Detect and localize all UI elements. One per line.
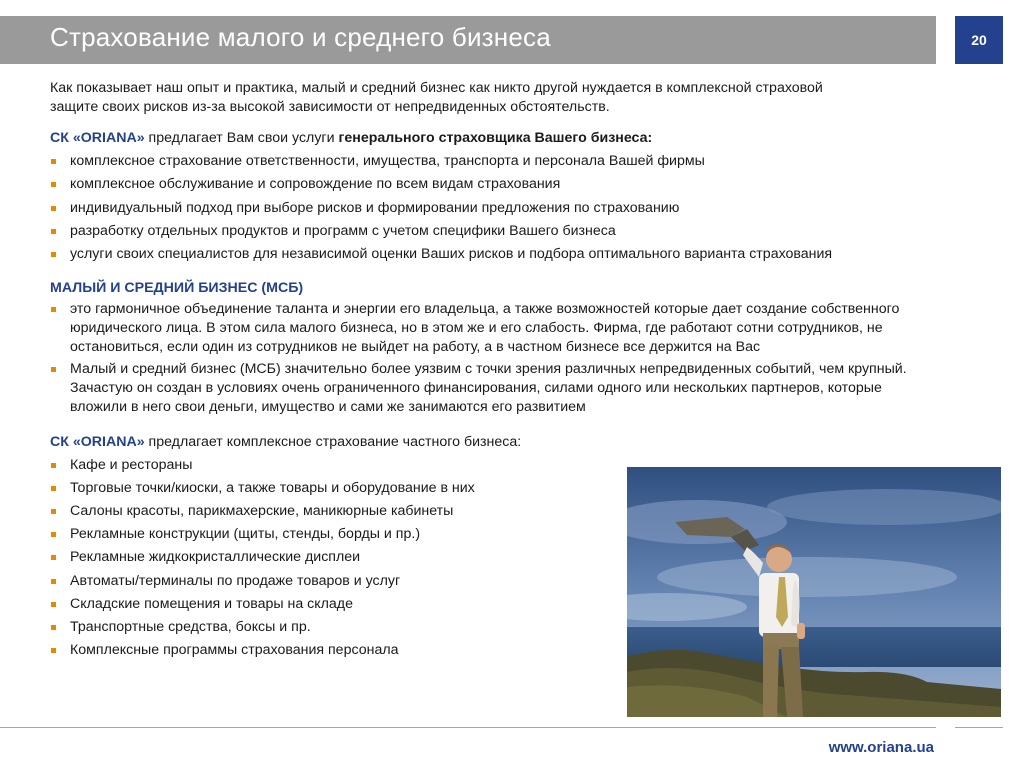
list-item: Рекламные жидкокристаллические дисплеи (50, 548, 930, 567)
list-item: Транспортные средства, боксы и пр. (50, 618, 930, 637)
footer-divider (0, 727, 936, 728)
list-item: разработку отдельных продуктов и программ с учетом специфики Вашего бизнеса (50, 222, 930, 241)
offer-brand: СК «ORIANA» (50, 130, 145, 146)
page-title: Страхование малого и среднего бизнеса (50, 22, 551, 52)
private-text: предлагает комплексное страхование частного бизнеса: (144, 433, 522, 450)
header-bar (0, 16, 936, 64)
list-item: Комплексные программы страхования персонала (50, 641, 930, 660)
list-item: Салоны красоты, парикмахерские, маникюрные кабинеты (50, 502, 930, 521)
private-brand: СК «ORIANA» (50, 433, 145, 450)
msb-heading: МАЛЫЙ И СРЕДНИЙ БИЗНЕС (МСБ) (50, 279, 304, 296)
intro-paragraph: Как показывает наш опыт и практика, малый и средний бизнес как никто другой нуждается в комплексной страховой защите своих рисков из-за высокой зависимости от непредвиденных обстоятельств. (50, 80, 823, 115)
private-lead (50, 433, 930, 452)
offer-text: предлагает Вам свои услуги (144, 130, 339, 146)
list-item: Кафе и рестораны (50, 456, 930, 475)
footer-website-link[interactable]: www.oriana.ua (828, 739, 934, 756)
offer-bold: генерального страховщика Вашего бизнеса: (338, 130, 653, 146)
list-item: комплексное страхование ответственности, имущества, транспорта и персонала Вашей фирмы (50, 152, 930, 171)
list-item: Малый и средний бизнес (МСБ) значительно более уязвим с точки зрения различных непредвиденных событий, чем крупный. Зачастую он создан в условиях очень ограниченного финансирования, силами одного или нескольких партнеров, которые вложили в него свои деньги, имущество и сами же занимаются его развитием (50, 360, 910, 417)
msb-list (50, 300, 920, 417)
list-item: Рекламные конструкции (щиты, стенды, борды и пр.) (50, 525, 930, 544)
list-item: Складские помещения и товары на складе (50, 595, 930, 614)
footer-divider-right (955, 727, 1003, 728)
offer-list (50, 152, 930, 264)
list-item: комплексное обслуживание и сопровождение по всем видам страхования (50, 175, 930, 194)
offer-lead (50, 129, 930, 148)
page-number-badge: 20 (955, 16, 1003, 64)
list-item: это гармоничное объединение таланта и энергии его владельца, а также возможностей которые дает создание собственного юридического лица. В этом сила малого бизнеса, но в этом же и его слабость. Фирма, где работают сотни сотрудников, не остановиться, если один из сотрудников не выйдет на работу, а в частном бизнесе все держится на Вас (50, 300, 910, 357)
list-item: Торговые точки/киоски, а также товары и оборудование в них (50, 479, 930, 498)
list-item: Автоматы/терминалы по продаже товаров и услуг (50, 572, 930, 591)
list-item: услуги своих специалистов для независимой оценки Ваших рисков и подбора оптимального варианта страхования (50, 245, 930, 264)
list-item: индивидуальный подход при выборе рисков и формировании предложения по страхованию (50, 199, 930, 218)
businessman-photo (627, 467, 1001, 717)
